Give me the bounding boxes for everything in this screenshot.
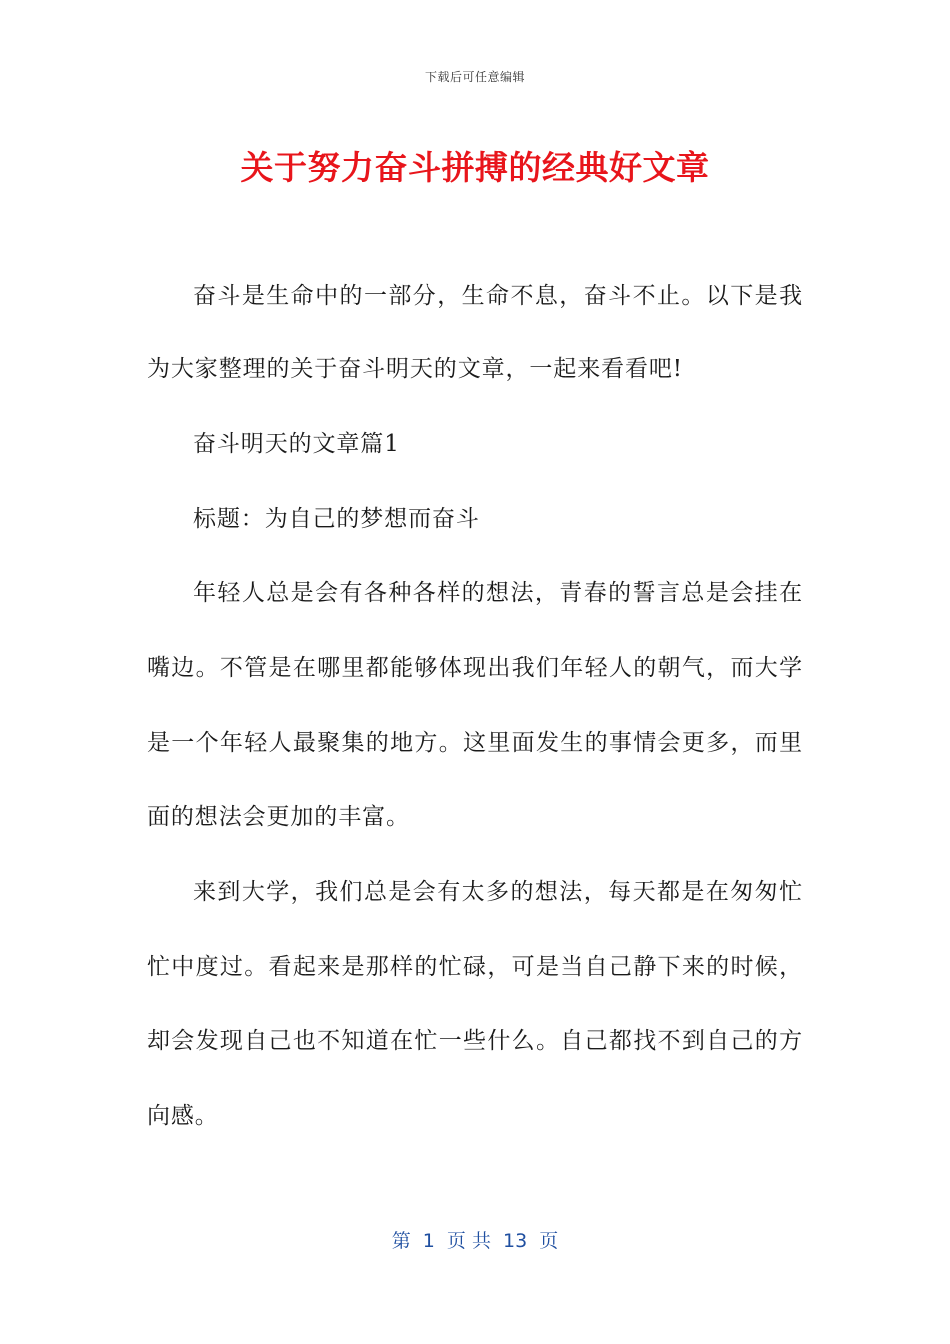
paragraph-line: 来到大学，我们总是会有太多的想法，每天都是在匆匆忙 xyxy=(193,879,803,905)
paragraph-line: 却会发现自己也不知道在忙一些什么。自己都找不到自己的方 xyxy=(147,1028,803,1054)
paragraph-line: 向感。 xyxy=(147,1103,219,1129)
paragraph-line: 奋斗是生命中的一部分，生命不息，奋斗不止。以下是我 xyxy=(193,283,803,309)
document-title: 关于努力奋斗拼搏的经典好文章 xyxy=(240,148,710,187)
page-footer: 第 1 页 共 13 页 xyxy=(391,1230,559,1252)
paragraph-line: 是一个年轻人最聚集的地方。这里面发生的事情会更多，而里 xyxy=(147,730,803,756)
paragraph-line: 面的想法会更加的丰富。 xyxy=(147,804,410,830)
paragraph-line: 年轻人总是会有各种各样的想法，青春的誓言总是会挂在 xyxy=(193,580,803,606)
paragraph-line: 为大家整理的关于奋斗明天的文章，一起来看看吧! xyxy=(147,356,683,382)
header-note: 下载后可任意编辑 xyxy=(424,70,525,84)
paragraph-line: 嘴边。不管是在哪里都能够体现出我们年轻人的朝气，而大学 xyxy=(147,655,803,681)
section-heading: 奋斗明天的文章篇1 xyxy=(193,431,400,457)
paragraph-line: 忙中度过。看起来是那样的忙碌，可是当自己静下来的时候， xyxy=(147,954,803,980)
article-title-line: 标题：为自己的梦想而奋斗 xyxy=(193,506,480,532)
